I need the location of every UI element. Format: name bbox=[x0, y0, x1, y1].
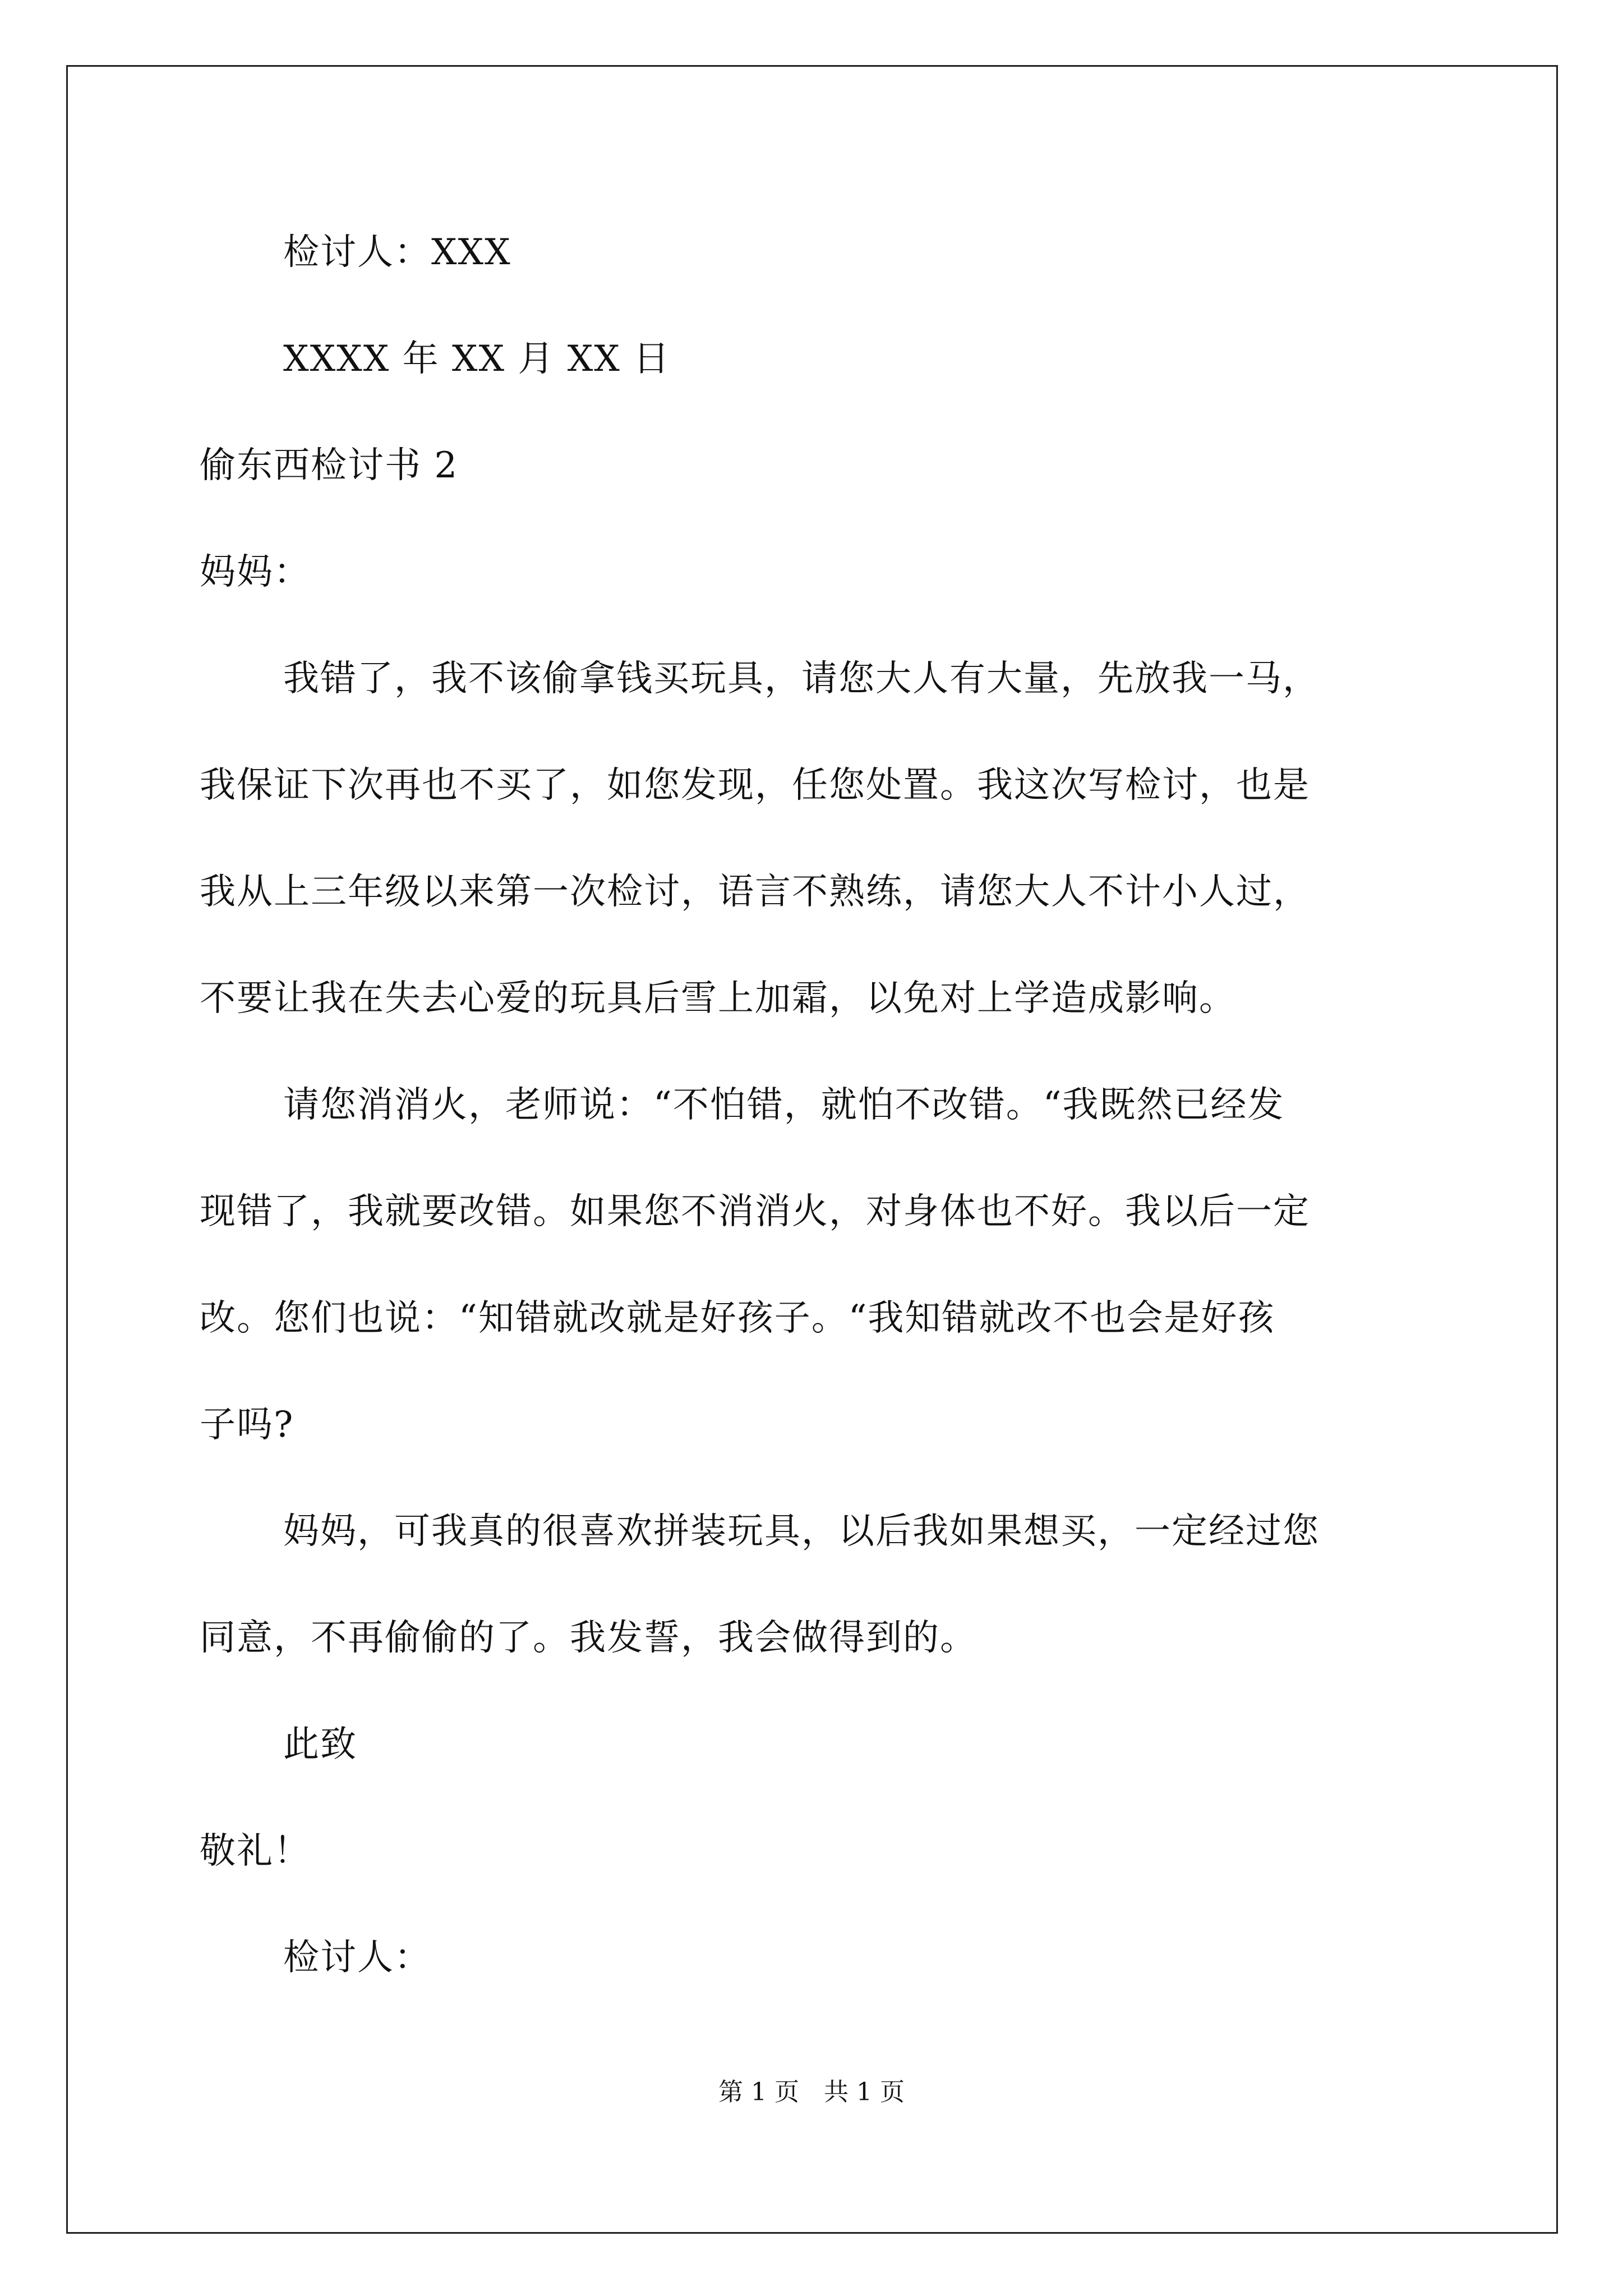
salutation: 妈妈： bbox=[200, 551, 311, 593]
paragraph-3-line: 同意，不再偷偷的了。我发誓，我会做得到的。 bbox=[200, 1617, 977, 1659]
paragraph-2-line: 子吗? bbox=[200, 1404, 294, 1446]
paragraph-1-line: 我错了，我不该偷拿钱买玩具，请您大人有大量，先放我一马， bbox=[283, 658, 1320, 700]
paragraph-2-line: 请您消消火，老师说：“不怕错，就怕不改错。“我既然已经发 bbox=[283, 1084, 1285, 1126]
closing-jingli: 敬礼！ bbox=[200, 1830, 311, 1872]
paragraph-1-line: 我保证下次再也不买了，如您发现，任您处置。我这次写检讨，也是 bbox=[200, 765, 1310, 806]
paragraph-1-line: 不要让我在失去心爱的玩具后雪上加霜，以免对上学造成影响。 bbox=[200, 978, 1236, 1019]
signer-line-bottom: 检讨人： bbox=[283, 1937, 431, 1978]
closing-cizhi: 此致 bbox=[283, 1724, 357, 1765]
paragraph-2-line: 现错了，我就要改错。如果您不消消火，对身体也不好。我以后一定 bbox=[200, 1191, 1310, 1232]
date-line: XXXX 年 XX 月 XX 日 bbox=[283, 338, 671, 380]
page-footer: 第 1 页 共 1 页 bbox=[718, 2078, 905, 2106]
paragraph-1-line: 我从上三年级以来第一次检讨，语言不熟练，请您大人不计小人过， bbox=[200, 871, 1310, 913]
page-border bbox=[66, 65, 1558, 2234]
document-title: 偷东西检讨书 2 bbox=[200, 445, 459, 486]
paragraph-3-line: 妈妈，可我真的很喜欢拼装玩具，以后我如果想买，一定经过您 bbox=[283, 1511, 1320, 1552]
paragraph-2-line: 改。您们也说：“知错就改就是好孩子。“我知错就改不也会是好孩 bbox=[200, 1297, 1275, 1339]
signer-line-top: 检讨人：XXX bbox=[283, 232, 511, 273]
